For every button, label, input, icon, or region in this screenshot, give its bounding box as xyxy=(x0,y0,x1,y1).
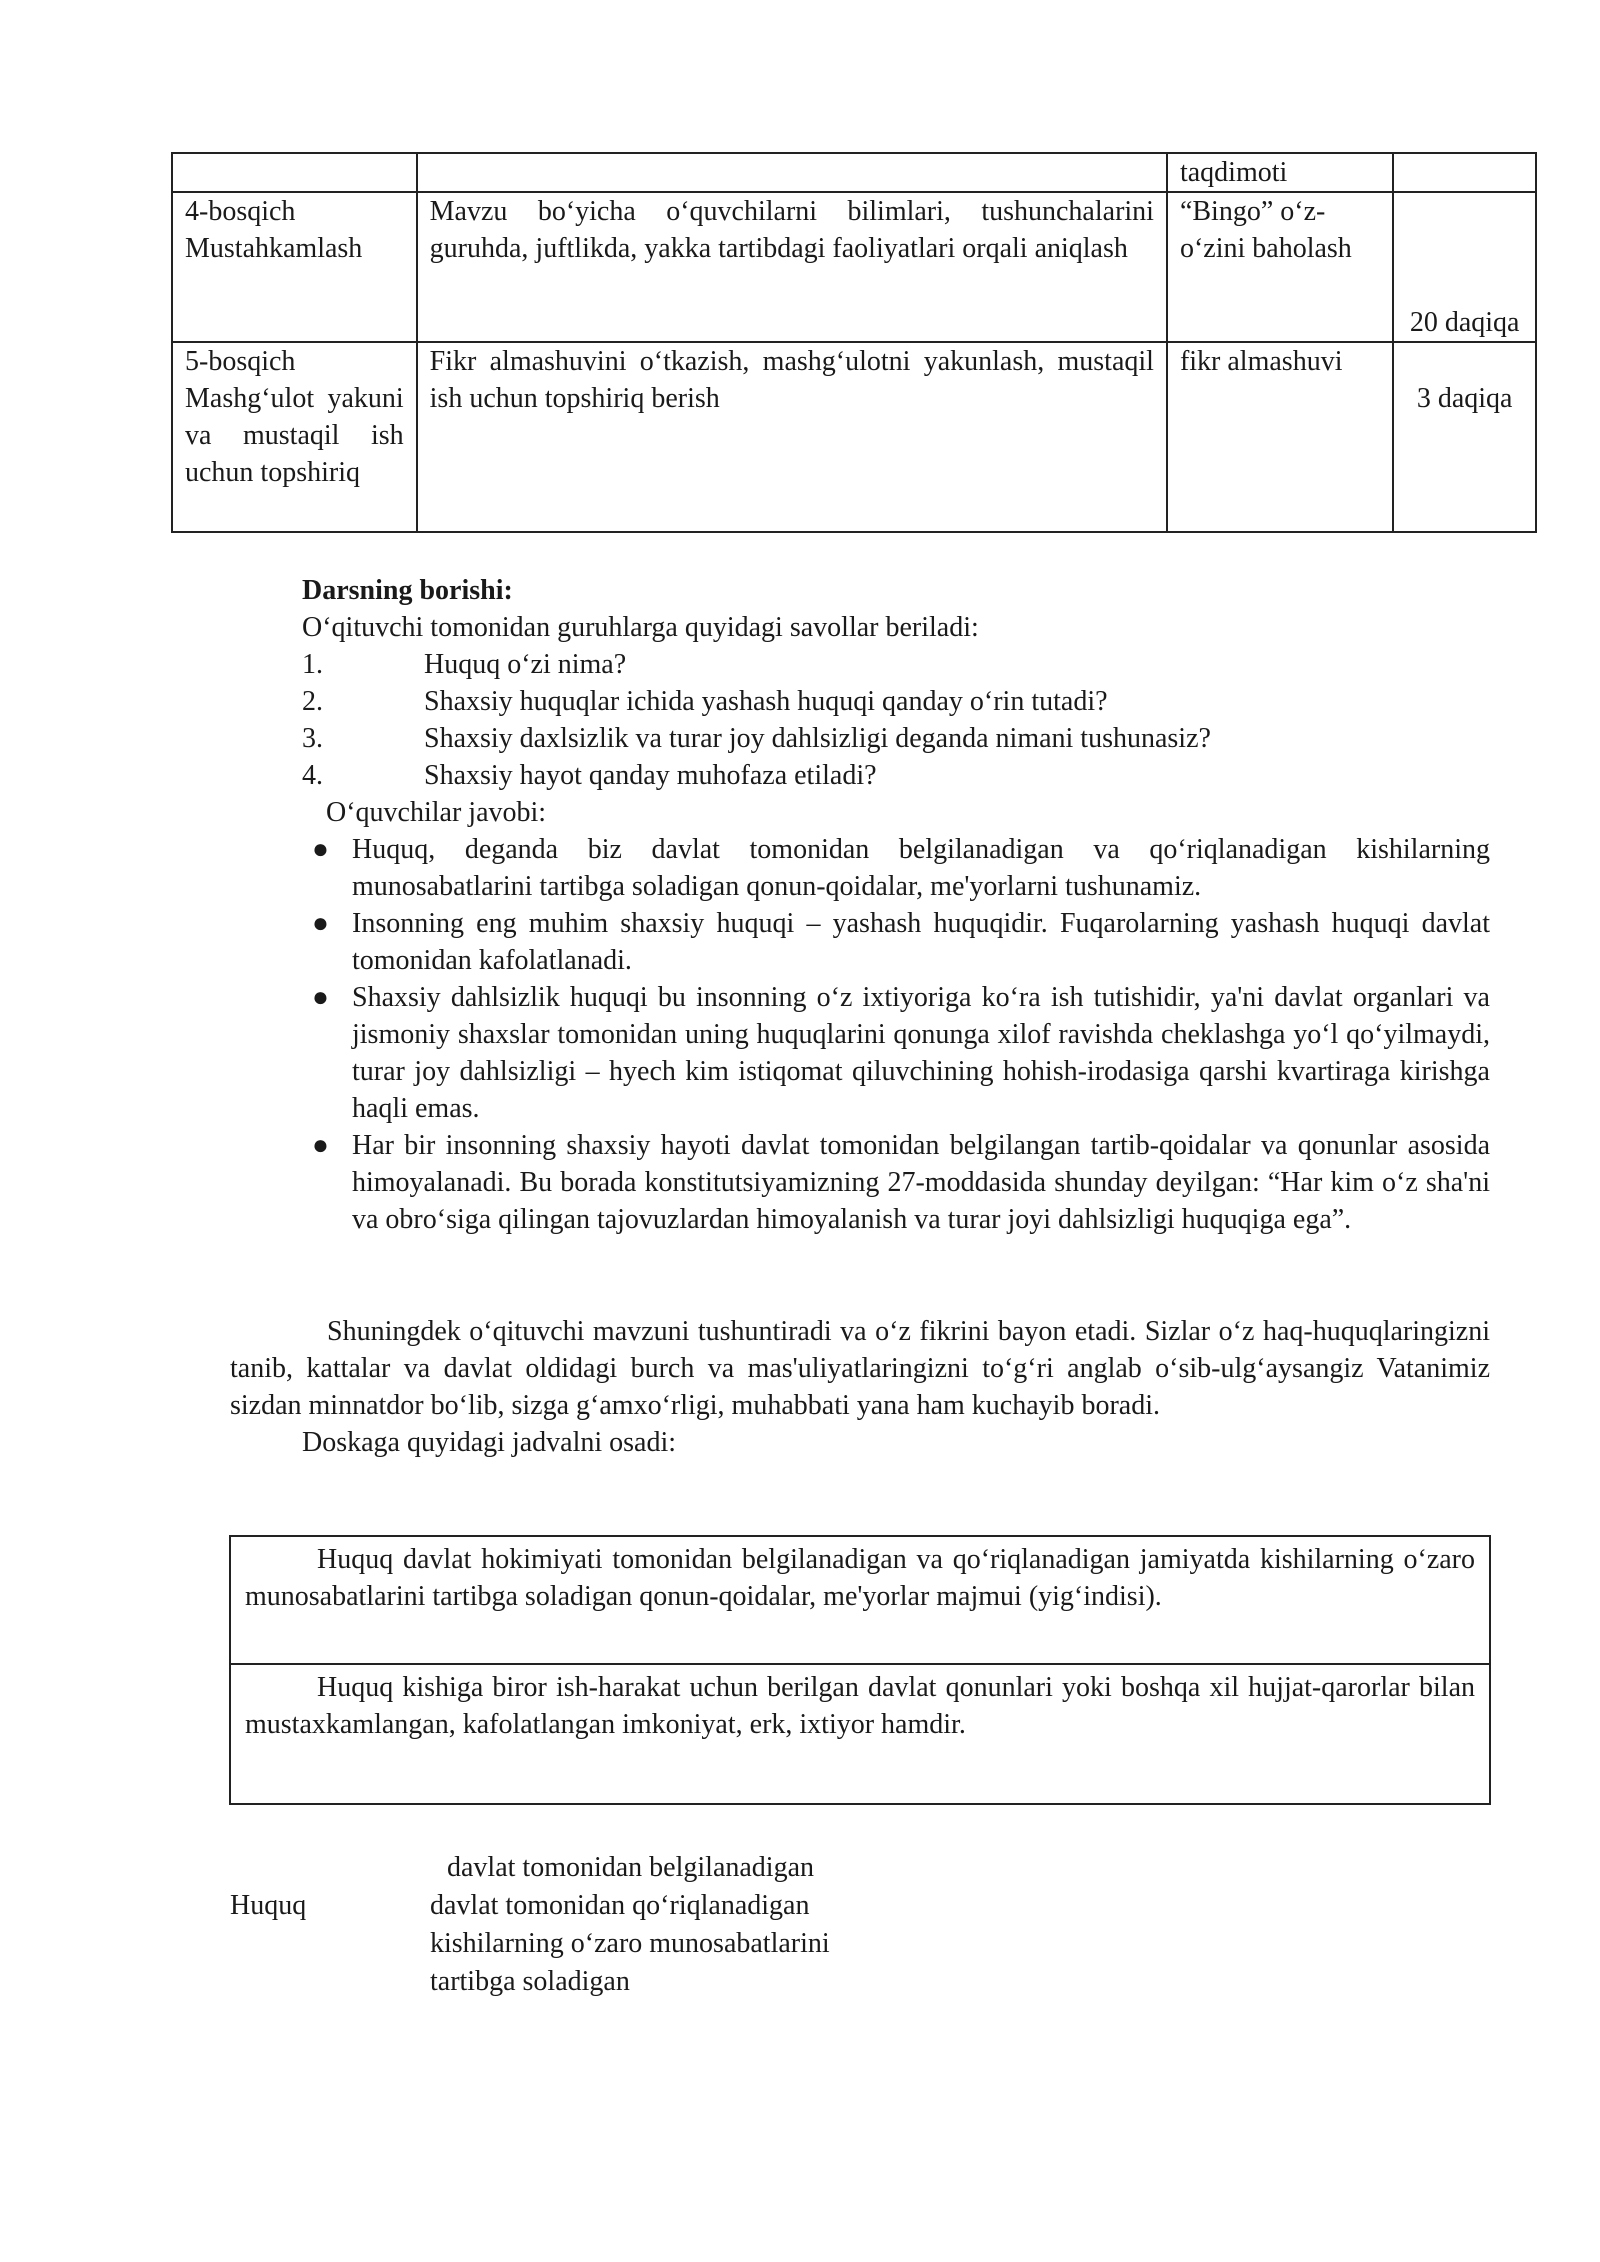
list-item xyxy=(302,757,1490,794)
diagram-attribute: kishilarning o‘zaro munosabatlarini xyxy=(430,1928,830,1959)
diagram-term: Huquq xyxy=(230,1890,307,1921)
list-item xyxy=(302,683,1490,720)
list-item xyxy=(312,831,1490,905)
diagram-attribute: davlat tomonidan belgilanadigan xyxy=(447,1852,815,1883)
bullet-icon: ● xyxy=(312,908,329,939)
lesson-progress-section xyxy=(230,572,1490,1238)
section-heading: Darsning borishi: xyxy=(302,575,513,606)
time-cell: 20 daqiqa xyxy=(1393,192,1536,342)
stage-cell xyxy=(172,153,417,192)
list-item xyxy=(302,720,1490,757)
item-text: Huquq o‘zi nima? xyxy=(424,649,627,680)
diagram-attribute: tartibga soladigan xyxy=(430,1966,630,1997)
explanation-section xyxy=(230,1313,1490,1461)
description-cell xyxy=(417,153,1167,192)
answers-list xyxy=(230,831,1490,1238)
list-item xyxy=(312,905,1490,979)
board-intro: Doskaga quyidagi jadvalni osadi: xyxy=(302,1427,677,1458)
questions-list xyxy=(230,646,1490,794)
time-value: 3 daqiqa xyxy=(1416,383,1513,414)
method-cell: “Bingo” o‘z-o‘zini baholash xyxy=(1167,192,1393,342)
bullet-icon: ● xyxy=(312,982,329,1013)
item-number: 3. xyxy=(302,723,323,754)
item-text: Shaxsiy daxlsizlik va turar joy dahlsizligi deganda nimani tushunasiz? xyxy=(424,723,1211,754)
item-text: Har bir insonning shaxsiy hayoti davlat tomonidan belgilangan tartib-qoidalar va qonunlar asosida himoyalanadi. Bu borada konstitutsiyamizning 27-moddasida shunday deyilgan: “Har kim o‘z sha'ni va obro‘siga qilingan tajovuzlardan himoyalanish va turar joyi dahlsizligi huquqiga ega”. xyxy=(352,1130,1490,1235)
answers-label: O‘quvchilar javobi: xyxy=(326,797,547,828)
item-text: Insonning eng muhim shaxsiy huquqi – yashash huquqidir. Fuqarolarning yashash huquqi davlat tomonidan kafolatlanadi. xyxy=(352,908,1490,976)
item-number: 4. xyxy=(302,760,323,791)
questions-intro: O‘qituvchi tomonidan guruhlarga quyidagi savollar beriladi: xyxy=(302,612,979,643)
bullet-icon: ● xyxy=(312,1130,329,1161)
item-text: Huquq, deganda biz davlat tomonidan belgilanadigan va qo‘riqlanadigan kishilarning munosabatlarini tartibga soladigan qonun-qoidalar, me'yorlarni tushunamiz. xyxy=(352,834,1490,902)
definitions-table xyxy=(229,1535,1491,1805)
list-item xyxy=(312,1127,1490,1238)
method-cell: fikr almashuvi xyxy=(1167,342,1393,532)
list-item xyxy=(302,646,1490,683)
item-number: 1. xyxy=(302,649,323,680)
concept-diagram xyxy=(230,1849,1030,2009)
time-cell xyxy=(1393,342,1536,532)
description-cell: Fikr almashuvini o‘tkazish, mashg‘ulotni yakunlash, mustaqil ish uchun topshiriq berish xyxy=(417,342,1167,532)
table-row xyxy=(172,342,1536,532)
bullet-icon: ● xyxy=(312,834,329,865)
table-row xyxy=(172,153,1536,192)
method-cell: taqdimoti xyxy=(1167,153,1393,192)
stage-cell: 4-bosqich Mustahkamlash xyxy=(172,192,417,342)
diagram-attribute: davlat tomonidan qo‘riqlanadigan xyxy=(430,1890,810,1921)
item-text: Shaxsiy hayot qanday muhofaza etiladi? xyxy=(424,760,877,791)
item-number: 2. xyxy=(302,686,323,717)
item-text: Shaxsiy dahlsizlik huquqi bu insonning o‘z ixtiyoriga ko‘ra ish tutishidir, ya'ni davlat organlari va jismoniy shaxslar tomonidan uning huquqlarini qonunga xilof ravishda cheklashga yo‘l qo‘yilmaydi, turar joy dahlsizligi – hyech kim istiqomat qiluvchining hohish-irodasiga qarshi kvartiraga kirishga haqli emas. xyxy=(352,982,1490,1124)
stage-cell: 5-bosqich Mashg‘ulot yakuni va mustaqil ish uchun topshiriq xyxy=(172,342,417,532)
list-item xyxy=(312,979,1490,1127)
item-text: Shaxsiy huquqlar ichida yashash huquqi qanday o‘rin tutadi? xyxy=(424,686,1108,717)
description-cell: Mavzu bo‘yicha o‘quvchilarni bilimlari, tushunchalarini guruhda, juftlikda, yakka tartibdagi faoliyatlari orqali aniqlash xyxy=(417,192,1167,342)
lesson-plan-table xyxy=(171,152,1537,533)
explanation-paragraph: Shuningdek o‘qituvchi mavzuni tushuntiradi va o‘z fikrini bayon etadi. Sizlar o‘z haq-huquqlaringizni tanib, kattalar va davlat oldidagi burch va mas'uliyatlaringizni to‘g‘ri anglab o‘sib-ulg‘aysangiz Vatanimiz sizdan minnatdor bo‘lib, sizga g‘amxo‘rligi, muhabbati yana ham kuchayib boradi. xyxy=(230,1316,1490,1421)
definition-row: Huquq davlat hokimiyati tomonidan belgilanadigan va qo‘riqlanadigan jamiyatda kishilarning o‘zaro munosabatlarini tartibga soladigan qonun-qoidalar, me'yorlar majmui (yig‘indisi). xyxy=(231,1537,1489,1665)
time-cell xyxy=(1393,153,1536,192)
definition-row: Huquq kishiga biror ish-harakat uchun berilgan davlat qonunlari yoki boshqa xil hujjat-qarorlar bilan mustaxkamlangan, kafolatlangan imkoniyat, erk, ixtiyor hamdir. xyxy=(245,1672,1475,1740)
table-row xyxy=(172,192,1536,342)
